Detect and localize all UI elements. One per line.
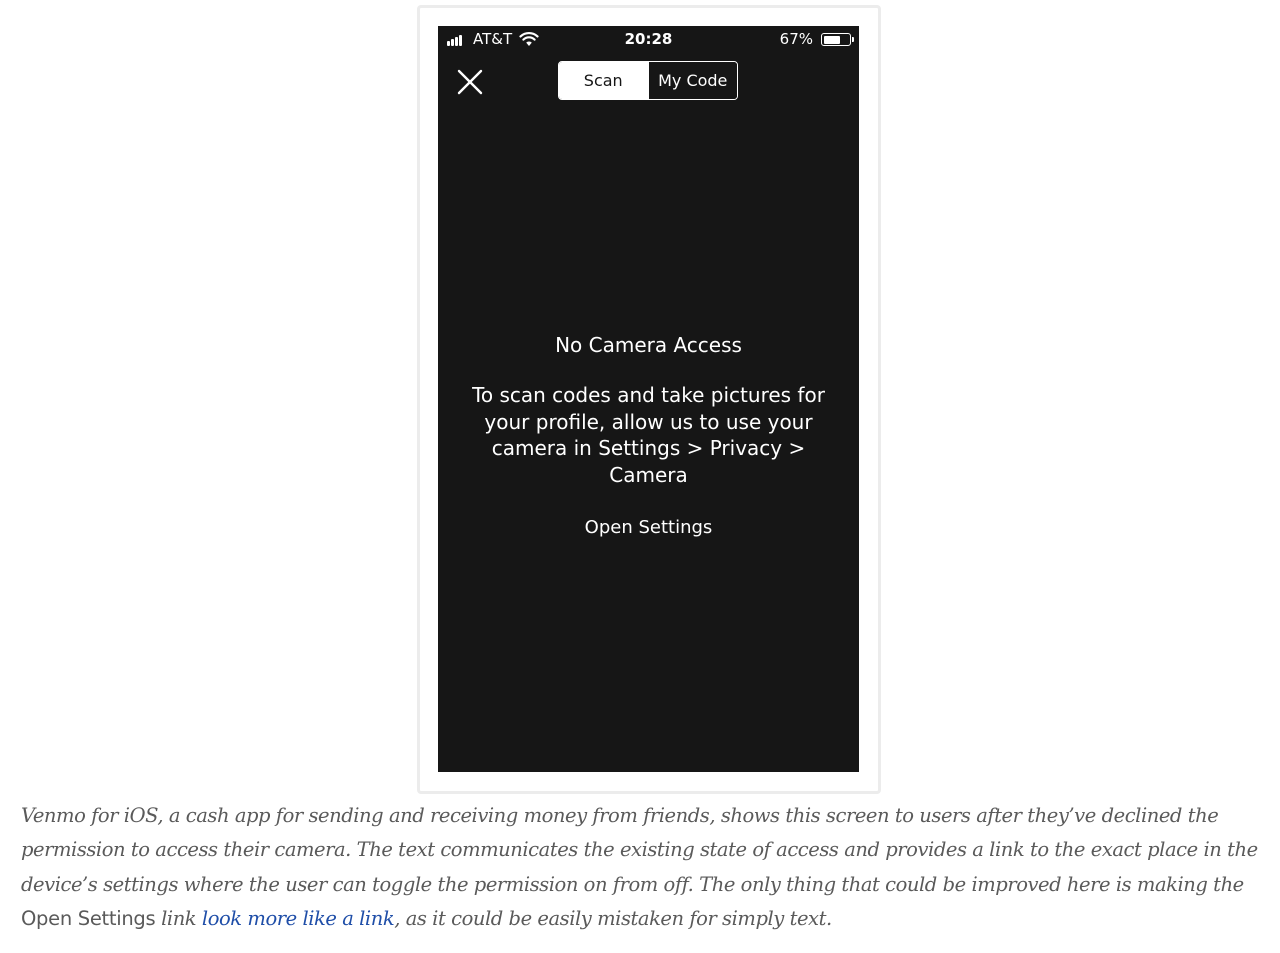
caption-open-settings-text: Open Settings	[21, 906, 156, 930]
battery-level-fill	[824, 36, 840, 44]
status-bar	[438, 26, 859, 54]
phone-screenshot	[438, 26, 859, 772]
caption-text: Venmo for iOS, a cash app for sending and receiving money from friends, shows this screen to users after they’ve declined the permission to access their camera. The text communicates the existing state of access and provides a link to the exact place in the device’s settings where the user can toggle the permission on from off. The only thing that could be improved here is making the	[21, 804, 1258, 896]
open-settings-link[interactable]: Open Settings	[584, 517, 713, 538]
tab-scan[interactable]: Scan	[559, 62, 648, 99]
scan-mycode-segmented-control	[558, 61, 738, 100]
caption-link[interactable]: look more like a link	[201, 906, 395, 930]
caption-text: link	[155, 906, 202, 930]
close-icon[interactable]	[456, 68, 484, 96]
carrier-label: AT&T	[473, 30, 513, 48]
battery-percent: 67%	[779, 30, 813, 48]
battery-nub	[852, 37, 854, 42]
tab-my-code[interactable]: My Code	[648, 62, 738, 99]
no-camera-access-title: No Camera Access	[555, 333, 742, 357]
camera-permission-message: To scan codes and take pictures for your profile, allow us to use your camera in Settings > Privacy > Camera	[472, 383, 825, 487]
status-time: 20:28	[624, 30, 673, 48]
caption-text: , as it could be easily mistaken for simply text.	[394, 906, 832, 930]
figure-caption	[21, 799, 1271, 936]
battery-icon	[821, 33, 851, 46]
